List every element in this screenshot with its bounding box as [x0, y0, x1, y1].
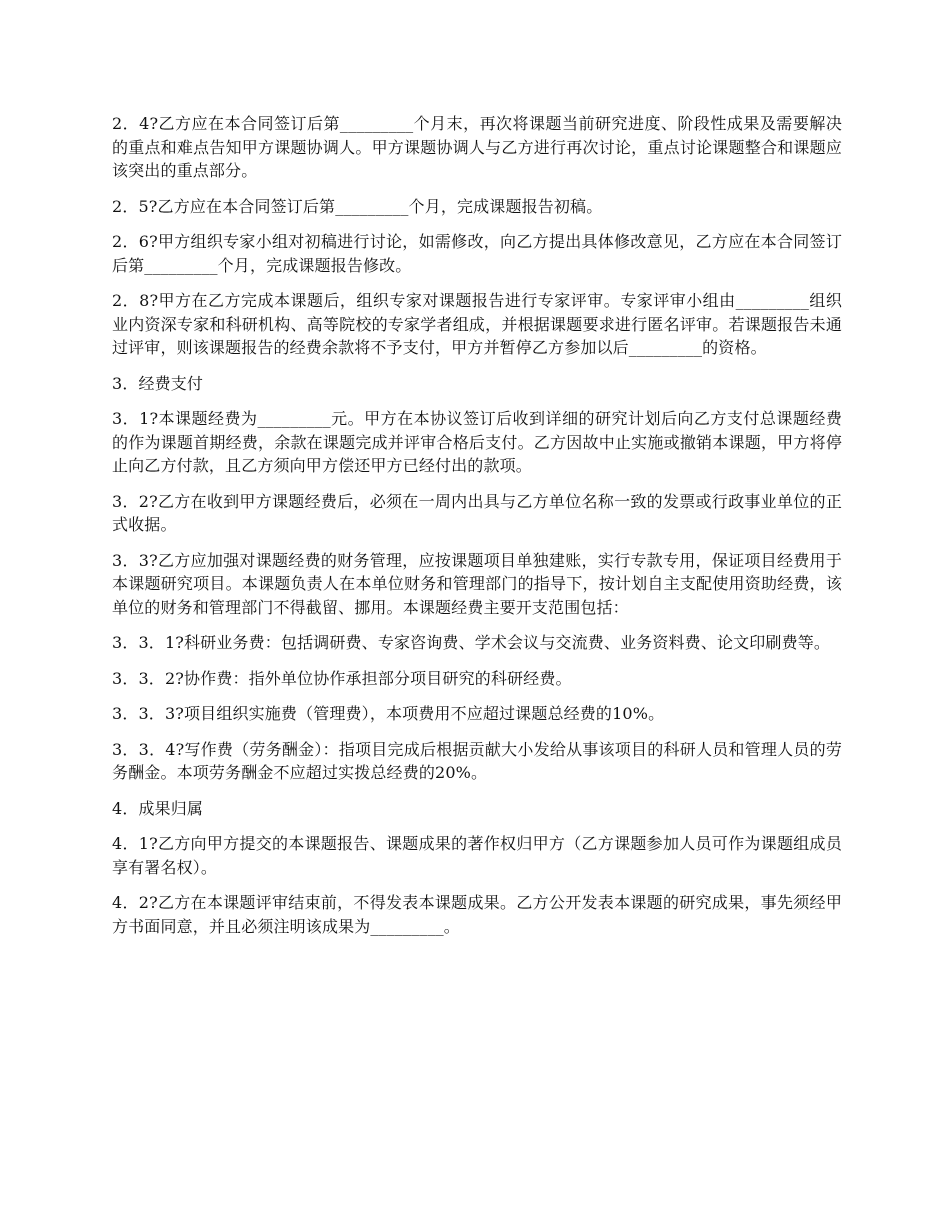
section-heading-ownership: 4．成果归属 — [112, 798, 204, 818]
clause-3-3-1: 3．3．1?科研业务费：包括调研费、专家咨询费、学术会议与交流费、业务资料费、论文印刷费等。 — [112, 633, 831, 652]
clause-2-6: 2．6?甲方组织专家小组对初稿进行讨论，如需修改，向乙方提出具体修改意见，乙方应在本合同签订后第_________个月，完成课题报告修改。 — [112, 232, 842, 275]
clause-2-5: 2．5?乙方应在本合同签订后第_________个月，完成课题报告初稿。 — [112, 196, 603, 216]
clause-3-3-4: 3．3．4?写作费（劳务酬金）：指项目完成后根据贡献大小发给从事该项目的科研人员和管理人员的劳务酬金。本项劳务酬金不应超过实拨总经费的20%。 — [112, 739, 842, 782]
clause-2-4: 2．4?乙方应在本合同签订后第_________个月末，再次将课题当前研究进度、阶段性成果及需要解决的重点和难点告知甲方课题协调人。甲方课题协调人与乙方进行再次讨论，重点讨论课题整合和课题应该突出的重点部分。 — [112, 114, 842, 180]
clause-3-2: 3．2?乙方在收到甲方课题经费后，必须在一周内出具与乙方单位名称一致的发票或行政事业单位的正式收据。 — [112, 491, 842, 534]
clause-4-2: 4．2?乙方在本课题评审结束前，不得发表本课题成果。乙方公开发表本课题的研究成果，事先须经甲方书面同意，并且必须注明该成果为_________。 — [112, 893, 842, 936]
document-page — [112, 112, 842, 950]
section-heading-funding: 3．经费支付 — [112, 373, 204, 393]
clause-2-8: 2．8?甲方在乙方完成本课题后，组织专家对课题报告进行专家评审。专家评审小组由_________组织业内资深专家和科研机构、高等院校的专家学者组成，并根据课题要求进行匿名评审。若课题报告未通过评审，则该课题报告的经费余款将不予支付，甲方并暂停乙方参加以后_________的资格。 — [112, 291, 842, 357]
clause-3-3: 3．3?乙方应加强对课题经费的财务管理，应按课题项目单独建账，实行专款专用，保证项目经费用于本课题研究项目。本课题负责人在本单位财务和管理部门的指导下，按计划自主支配使用资助经费，该单位的财务和管理部门不得截留、挪用。本课题经费主要开支范围包括： — [112, 550, 842, 617]
clause-3-3-2: 3．3．2?协作费：指外单位协作承担部分项目研究的科研经费。 — [112, 668, 572, 688]
clause-4-1: 4．1?乙方向甲方提交的本课题报告、课题成果的著作权归甲方（乙方课题参加人员可作为课题组成员享有署名权）。 — [112, 834, 842, 877]
clause-3-1: 3．1?本课题经费为_________元。甲方在本协议签订后收到详细的研究计划后向乙方支付总课题经费的作为课题首期经费，余款在课题完成并评审合格后支付。乙方因故中止实施或撤销本课题，甲方将停止向乙方付款，且乙方须向甲方偿还甲方已经付出的款项。 — [112, 409, 842, 475]
clause-3-3-3: 3．3．3?项目组织实施费（管理费），本项费用不应超过课题总经费的10%。 — [112, 704, 665, 723]
